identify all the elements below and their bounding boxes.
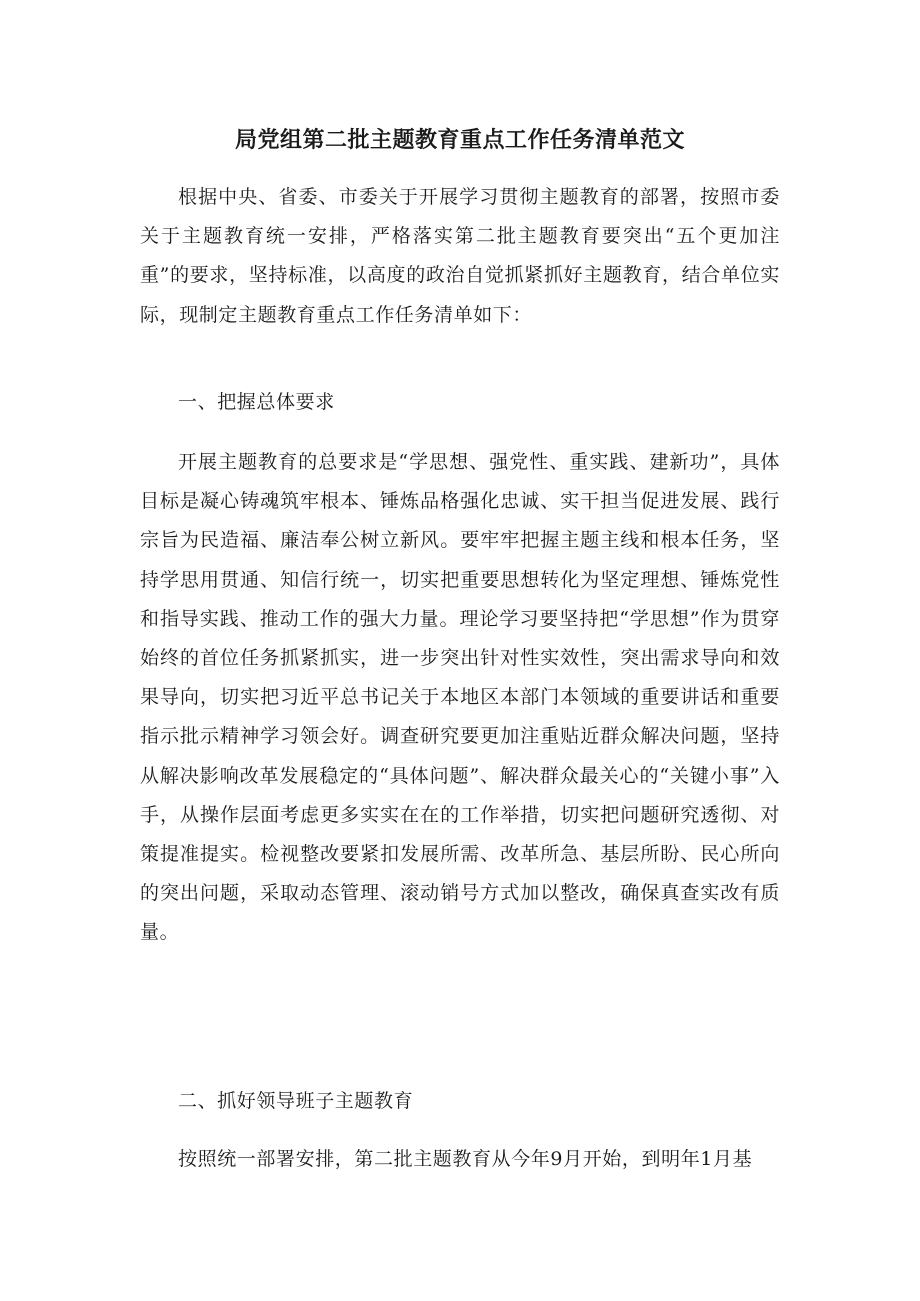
- intro-paragraph: 根据中央、省委、市委关于开展学习贯彻主题教育的部署，按照市委关于主题教育统一安排，严格落实第二批主题教育要突出“五个更加注重”的要求，坚持标准，以高度的政治自觉抓紧抓好主题教育，结合单位实际，现制定主题教育重点工作任务清单如下：: [140, 186, 780, 326]
- section-heading-2: 二、抓好领导班子主题教育: [178, 1090, 414, 1112]
- section-heading-1: 一、把握总体要求: [178, 391, 335, 413]
- section-1-paragraph: 开展主题教育的总要求是“学思想、强党性、重实践、建新功”，具体目标是凝心铸魂筑牢根本、锤炼品格强化忠诚、实干担当促进发展、践行宗旨为民造福、廉洁奉公树立新风。要牢牢把握主题主线和根本任务，坚持学思用贯通、知信行统一，切实把重要思想转化为坚定理想、锤炼党性和指导实践、推动工作的强大力量。理论学习要坚持把“学思想”作为贯穿始终的首位任务抓紧抓实，进一步突出针对性实效性，突出需求导向和效果导向，切实把习近平总书记关于本地区本部门本领域的重要讲话和重要指示批示精神学习领会好。调查研究要更加注重贴近群众解决问题，坚持从解决影响改革发展稳定的“具体问题”、解决群众最关心的“关键小事”入手，从操作层面考虑更多实实在在的工作举措，切实把问题研究透彻、对策提准提实。检视整改要紧扣发展所需、改革所急、基层所盼、民心所向的突出问题，采取动态管理、滚动销号方式加以整改，确保真查实改有质量。: [140, 451, 780, 944]
- document-title: 局党组第二批主题教育重点工作任务清单范文: [234, 128, 685, 153]
- section-2-paragraph: 按照统一部署安排，第二批主题教育从今年9月开始，到明年1月基: [178, 1148, 753, 1170]
